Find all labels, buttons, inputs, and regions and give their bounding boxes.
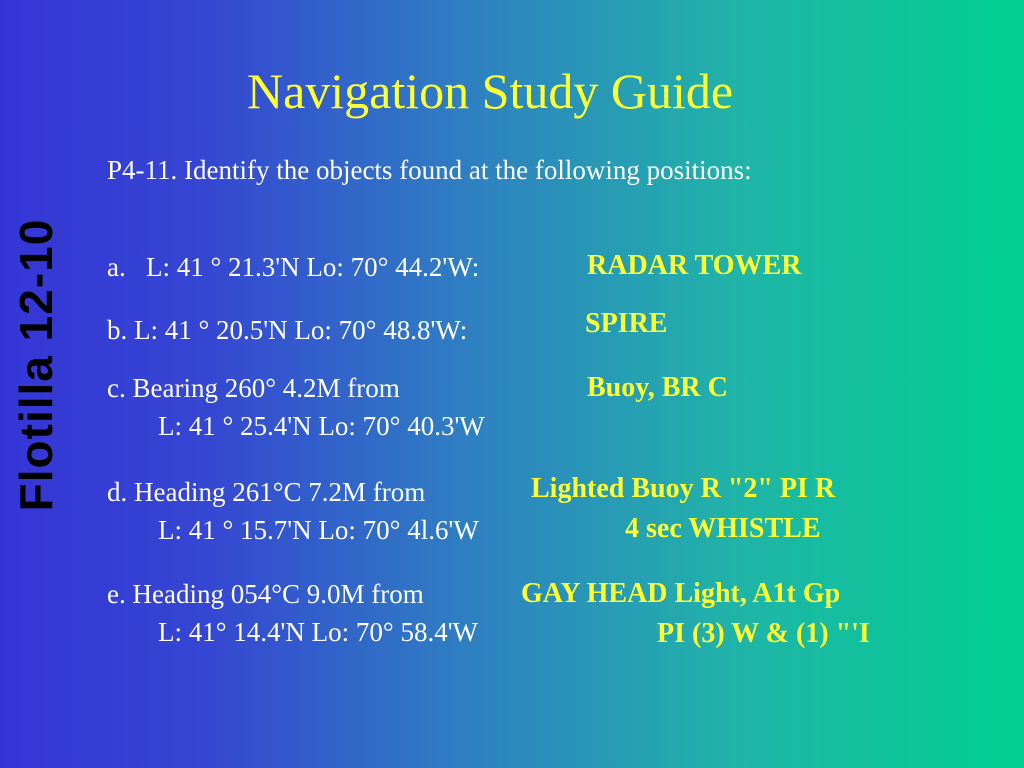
flotilla-side-label: Flotilla 12-10 bbox=[10, 218, 62, 512]
question-e-line2: L: 41° 14.4'N Lo: 70° 58.4'W bbox=[158, 617, 479, 647]
question-b bbox=[107, 311, 467, 349]
answer-c: Buoy, BR C bbox=[587, 372, 728, 403]
answer-d-line1: Lighted Buoy R "2" PI R bbox=[531, 473, 836, 504]
answer-d-line2: 4 sec WHISTLE bbox=[625, 513, 821, 544]
question-a-position: a. L: 41 ° 21.3'N Lo: 70° 44.2'W: bbox=[107, 252, 480, 282]
question-e-line1: e. Heading 054°C 9.0M from bbox=[107, 579, 424, 609]
question-b-position: b. L: 41 ° 20.5'N Lo: 70° 48.8'W: bbox=[107, 315, 468, 345]
question-c-line1: c. Bearing 260° 4.2M from bbox=[107, 373, 400, 403]
page-title: Navigation Study Guide bbox=[246, 63, 734, 119]
answer-e-line1: GAY HEAD Light, A1t Gp bbox=[521, 578, 841, 609]
question-d-line1: d. Heading 261°C 7.2M from bbox=[107, 477, 426, 507]
answer-b: SPIRE bbox=[585, 308, 668, 339]
answer-e-line2: PI (3) W & (1) "'I bbox=[657, 618, 870, 649]
question-e bbox=[107, 575, 478, 651]
question-d-line2: L: 41 ° 15.7'N Lo: 70° 4l.6'W bbox=[158, 515, 479, 545]
question-intro: P4-11. Identify the objects found at the following positions: bbox=[107, 155, 752, 185]
question-c bbox=[107, 369, 485, 445]
question-a bbox=[107, 248, 479, 286]
question-c-line2: L: 41 ° 25.4'N Lo: 70° 40.3'W bbox=[158, 411, 485, 441]
answer-a: RADAR TOWER bbox=[587, 250, 802, 281]
question-d bbox=[107, 473, 479, 549]
